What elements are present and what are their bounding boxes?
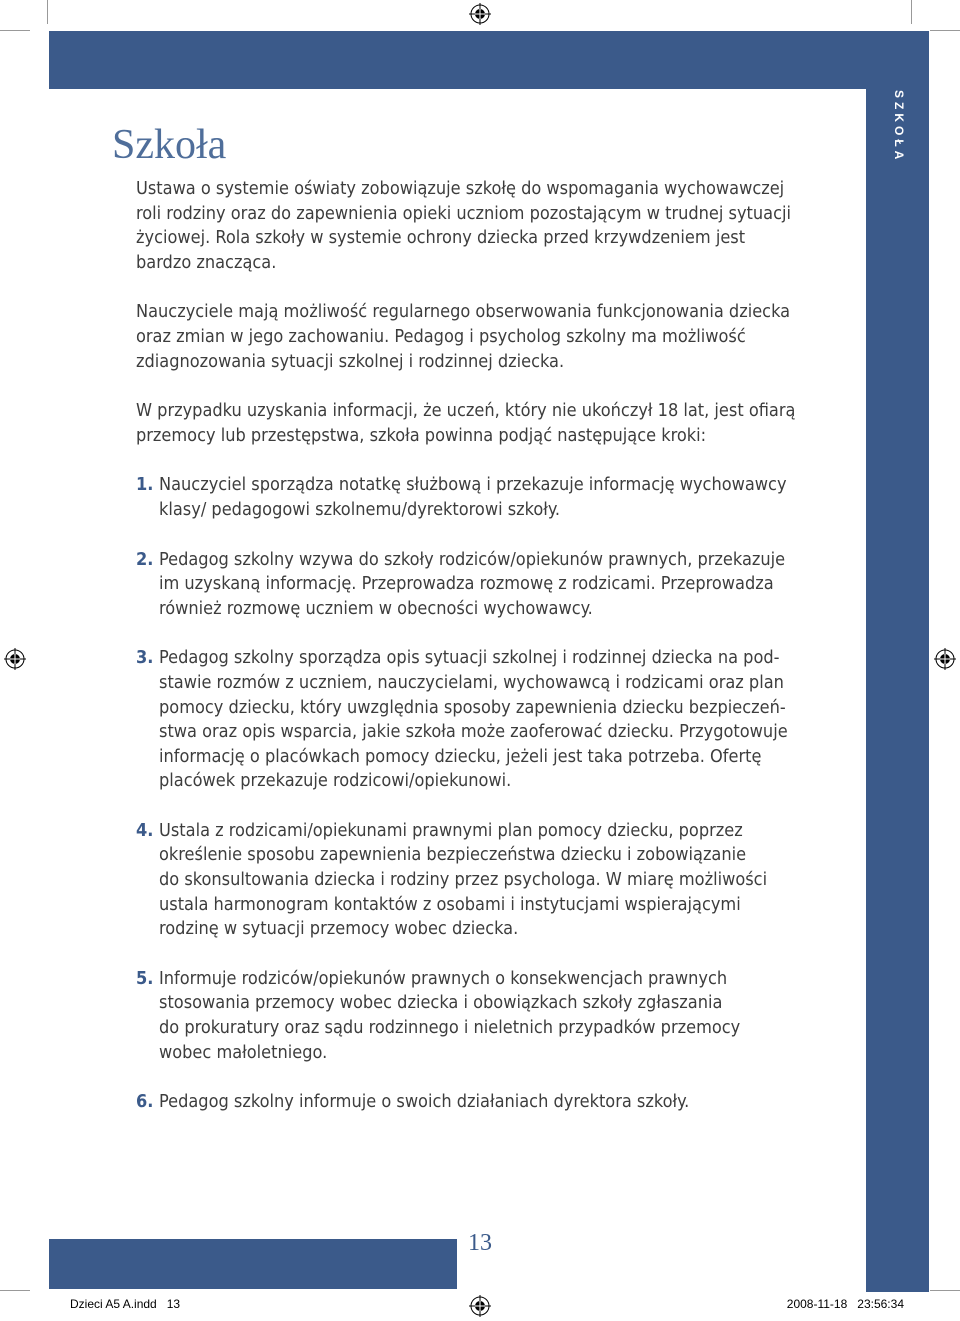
footer-band bbox=[49, 1239, 457, 1289]
list-item bbox=[136, 646, 816, 794]
list-item-number: 6. bbox=[136, 1091, 154, 1113]
list-item bbox=[136, 819, 816, 942]
registration-mark-icon bbox=[469, 1295, 491, 1317]
list-item-number: 4. bbox=[136, 819, 154, 841]
crop-mark-left-lower bbox=[0, 1290, 30, 1291]
registration-mark-icon bbox=[4, 648, 26, 670]
header-band bbox=[49, 31, 929, 89]
teachers-paragraph: Nauczyciele mają możliwość regularnego obserwowania funkcjonowania dziecka oraz zmian w jego zachowaniu. Pedagog i psycholog szkolny ma możliwość zdiagnozowania sytuacji szkolnej i rodzinnej dziecka. bbox=[136, 301, 791, 372]
list-item-text: Pedagog szkolny wzywa do szkoły rodziców/opiekunów prawnych, przekazuje im uzyskaną informację. Przeprowadza rozmowę z rodzicami. Przeprowadza również rozmowę uczniem w obecności wychowawcy. bbox=[159, 548, 786, 619]
registration-mark-icon bbox=[469, 3, 491, 25]
side-band bbox=[866, 89, 929, 1292]
registration-mark-icon bbox=[934, 648, 956, 670]
list-item-text: Pedagog szkolny sporządza opis sytuacji szkolnej i rodzinnej dziecka na pod- stawie rozmów z uczniem, nauczycielami, wychowawcą i rodzicami oraz plan pomocy dziecku, który uwzględnia sposoby zapewnienia dziecku bezpieczeń- stwa oraz opis wsparcia, jakie szkoła może zaoferować dziecku. Przygotowuje informację o placówkach pomocy dziecku, jeżeli jest taka potrzeba. Ofertę placówek przekazuje rodzicowi/opiekunowi. bbox=[159, 647, 788, 792]
list-item-text: Nauczyciel sporządza notatkę służbową i przekazuje informację wychowawcy klasy/ pedagogowi szkolnemu/dyrektorowi szkoły. bbox=[159, 474, 787, 520]
crop-mark-left-upper bbox=[0, 30, 30, 31]
list-item bbox=[136, 473, 816, 522]
list-item-number: 5. bbox=[136, 967, 154, 989]
list-item-text: Ustala z rodzicami/opiekunami prawnymi plan pomocy dziecku, poprzez określenie sposobu zapewnienia bezpieczeństwa dziecku i zobowiązanie do skonsultowania dziecka i rodziny przez psychologa. W miarę możliwości ustala harmonogram kontaktów z osobami i instytucjami wspierającymi rodzinę w sytuacji przemocy wobec dziecka. bbox=[159, 819, 768, 940]
crop-mark-top-right bbox=[911, 0, 912, 24]
main-content bbox=[136, 177, 816, 1140]
slug-timestamp: 2008-11-18 23:56:34 bbox=[786, 1297, 904, 1311]
intro-paragraph: Ustawa o systemie oświaty zobowiązuje szkołę do wspomagania wychowawczej roli rodziny oraz do zapewnienia opieki uczniom pozostającym w trudnej sytuacji życiowej. Rola szkoły w systemie ochrony dziecka przed krzywdzeniem jest bardzo znacząca. bbox=[136, 178, 791, 273]
page-title: Szkoła bbox=[112, 122, 227, 168]
crop-mark-right-lower bbox=[930, 1290, 960, 1291]
list-item bbox=[136, 1090, 816, 1115]
crop-mark-right-upper bbox=[930, 30, 960, 31]
list-item-number: 1. bbox=[136, 474, 154, 496]
list-item bbox=[136, 967, 816, 1065]
page-number: 13 bbox=[468, 1230, 492, 1256]
slug-filename: Dzieci A5 A.indd 13 bbox=[70, 1297, 181, 1311]
list-item bbox=[136, 548, 816, 622]
procedure-intro-paragraph: W przypadku uzyskania informacji, że uczeń, który nie ukończył 18 lat, jest ofiarą przemocy lub przestępstwa, szkoła powinna podjąć następujące kroki: bbox=[136, 400, 796, 446]
section-tab-label: SZKOŁA bbox=[892, 90, 906, 164]
list-item-text: Informuje rodziców/opiekunów prawnych o konsekwencjach prawnych stosowania przemocy wobec dziecka i obowiązkach szkoły zgłaszania do prokuratury oraz sądu rodzinnego i nieletnich przypadków przemocy wobec małoletniego. bbox=[159, 967, 741, 1063]
crop-mark-top-left bbox=[47, 0, 48, 24]
list-item-number: 3. bbox=[136, 647, 154, 669]
list-item-text: Pedagog szkolny informuje o swoich działaniach dyrektora szkoły. bbox=[159, 1091, 690, 1113]
list-item-number: 2. bbox=[136, 548, 154, 570]
